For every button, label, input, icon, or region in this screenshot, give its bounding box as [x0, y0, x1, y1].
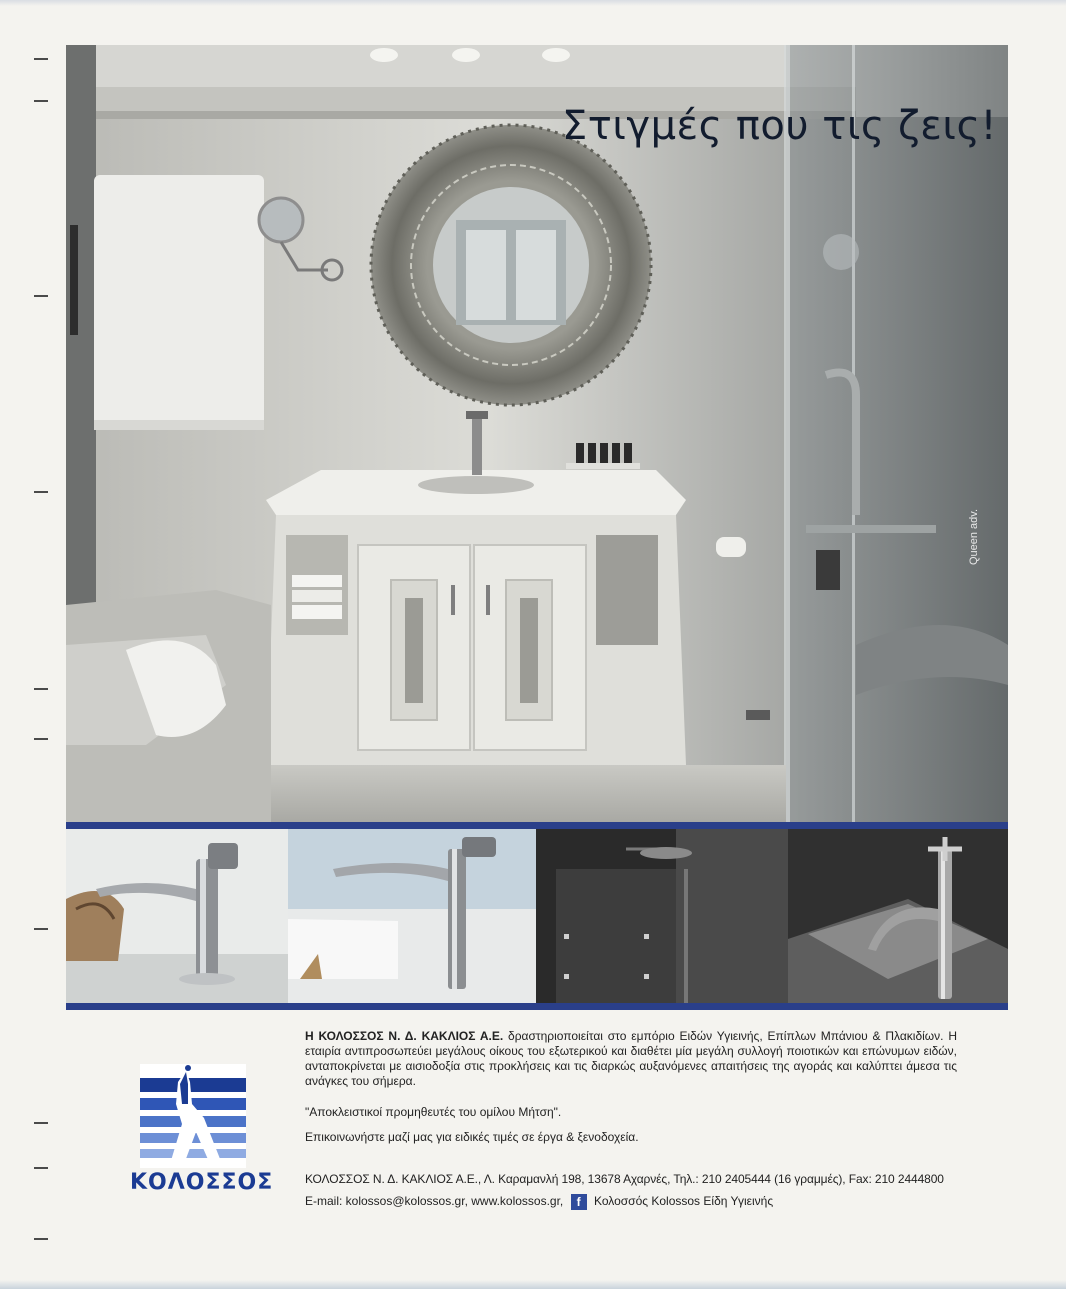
agency-credit	[954, 495, 994, 585]
agency-credit-text: Queen adv.	[968, 508, 980, 566]
margin-mark	[34, 491, 48, 493]
facebook-icon[interactable]: f	[571, 1194, 587, 1210]
contact-prompt: Επικοινωνήστε μαζί μας για ειδικές τιμές σε έργα & ξενοδοχεία.	[305, 1130, 639, 1144]
page-edge-top	[0, 0, 1066, 6]
margin-mark	[34, 738, 48, 740]
margin-mark	[34, 58, 48, 60]
faucet-image	[288, 829, 536, 1003]
colossus-figure-icon	[130, 1064, 256, 1170]
product-panel-shower	[536, 829, 788, 1003]
supplier-statement: "Αποκλειστικοί προμηθευτές του ομίλου Μήτση".	[305, 1105, 562, 1119]
hero-photo	[66, 45, 1008, 822]
company-name: Η ΚΟΛΟΣΣΟΣ Ν. Δ. ΚΑΚΛΙΟΣ Α.Ε.	[305, 1029, 504, 1043]
page-edge-bottom	[0, 1280, 1066, 1289]
blue-rule-bottom	[66, 1003, 1008, 1010]
shower-image	[536, 829, 788, 1003]
description-text: δραστηριοποιείται στο εμπόριο Ειδών Υγιεινής, Επίπλων Μπάνιου & Πλακιδίων. Η εταιρία αντιπροσωπεύει μεγάλους οίκους του εξωτερικού και διαθέτει μία μεγάλη συλλογή ποιοτικών και επώνυμων ειδών, ανταποκρίνεται με αισιοδοξία στις προκλήσεις και τις διαρκώς αυξανόμενες απαιτήσεις της αγοράς και καλύπτει άμεσα τις ανάγκες του σήμερα.	[305, 1029, 957, 1088]
faucet-image	[66, 829, 288, 1003]
margin-mark	[34, 688, 48, 690]
margin-mark	[34, 1122, 48, 1124]
margin-mark	[34, 100, 48, 102]
margin-mark	[34, 1167, 48, 1169]
logo-wordmark: ΚΟΛΟΣΣΟΣ	[130, 1170, 274, 1195]
margin-mark	[34, 928, 48, 930]
email-web[interactable]: E-mail: kolossos@kolossos.gr, www.kolossos.gr,	[305, 1194, 564, 1209]
margin-mark	[34, 1238, 48, 1240]
product-panel-faucet-tall	[288, 829, 536, 1003]
margin-mark	[34, 295, 48, 297]
bathroom-illustration	[66, 45, 1008, 822]
kolossos-logo	[130, 1064, 274, 1204]
product-panel-faucet-cross	[788, 829, 1008, 1003]
address-line: ΚΟΛΟΣΣΟΣ Ν. Δ. ΚΑΚΛΙΟΣ Α.Ε., Λ. Καραμανλή 198, 13678 Αχαρνές, Τηλ.: 210 2405444 (16 γραμμές), Fax: 210 2444800	[305, 1172, 944, 1186]
product-panel-faucet-lever	[66, 829, 288, 1003]
blue-rule-top	[66, 822, 1008, 829]
product-strip	[66, 829, 1008, 1003]
contact-links	[305, 1194, 773, 1210]
faucet-image	[788, 829, 1008, 1003]
tagline: Στιγμές που τις ζεις!	[562, 103, 997, 149]
company-description	[305, 1029, 957, 1089]
facebook-page[interactable]: Κολοσσός Kolossos Είδη Υγιεινής	[593, 1194, 774, 1209]
